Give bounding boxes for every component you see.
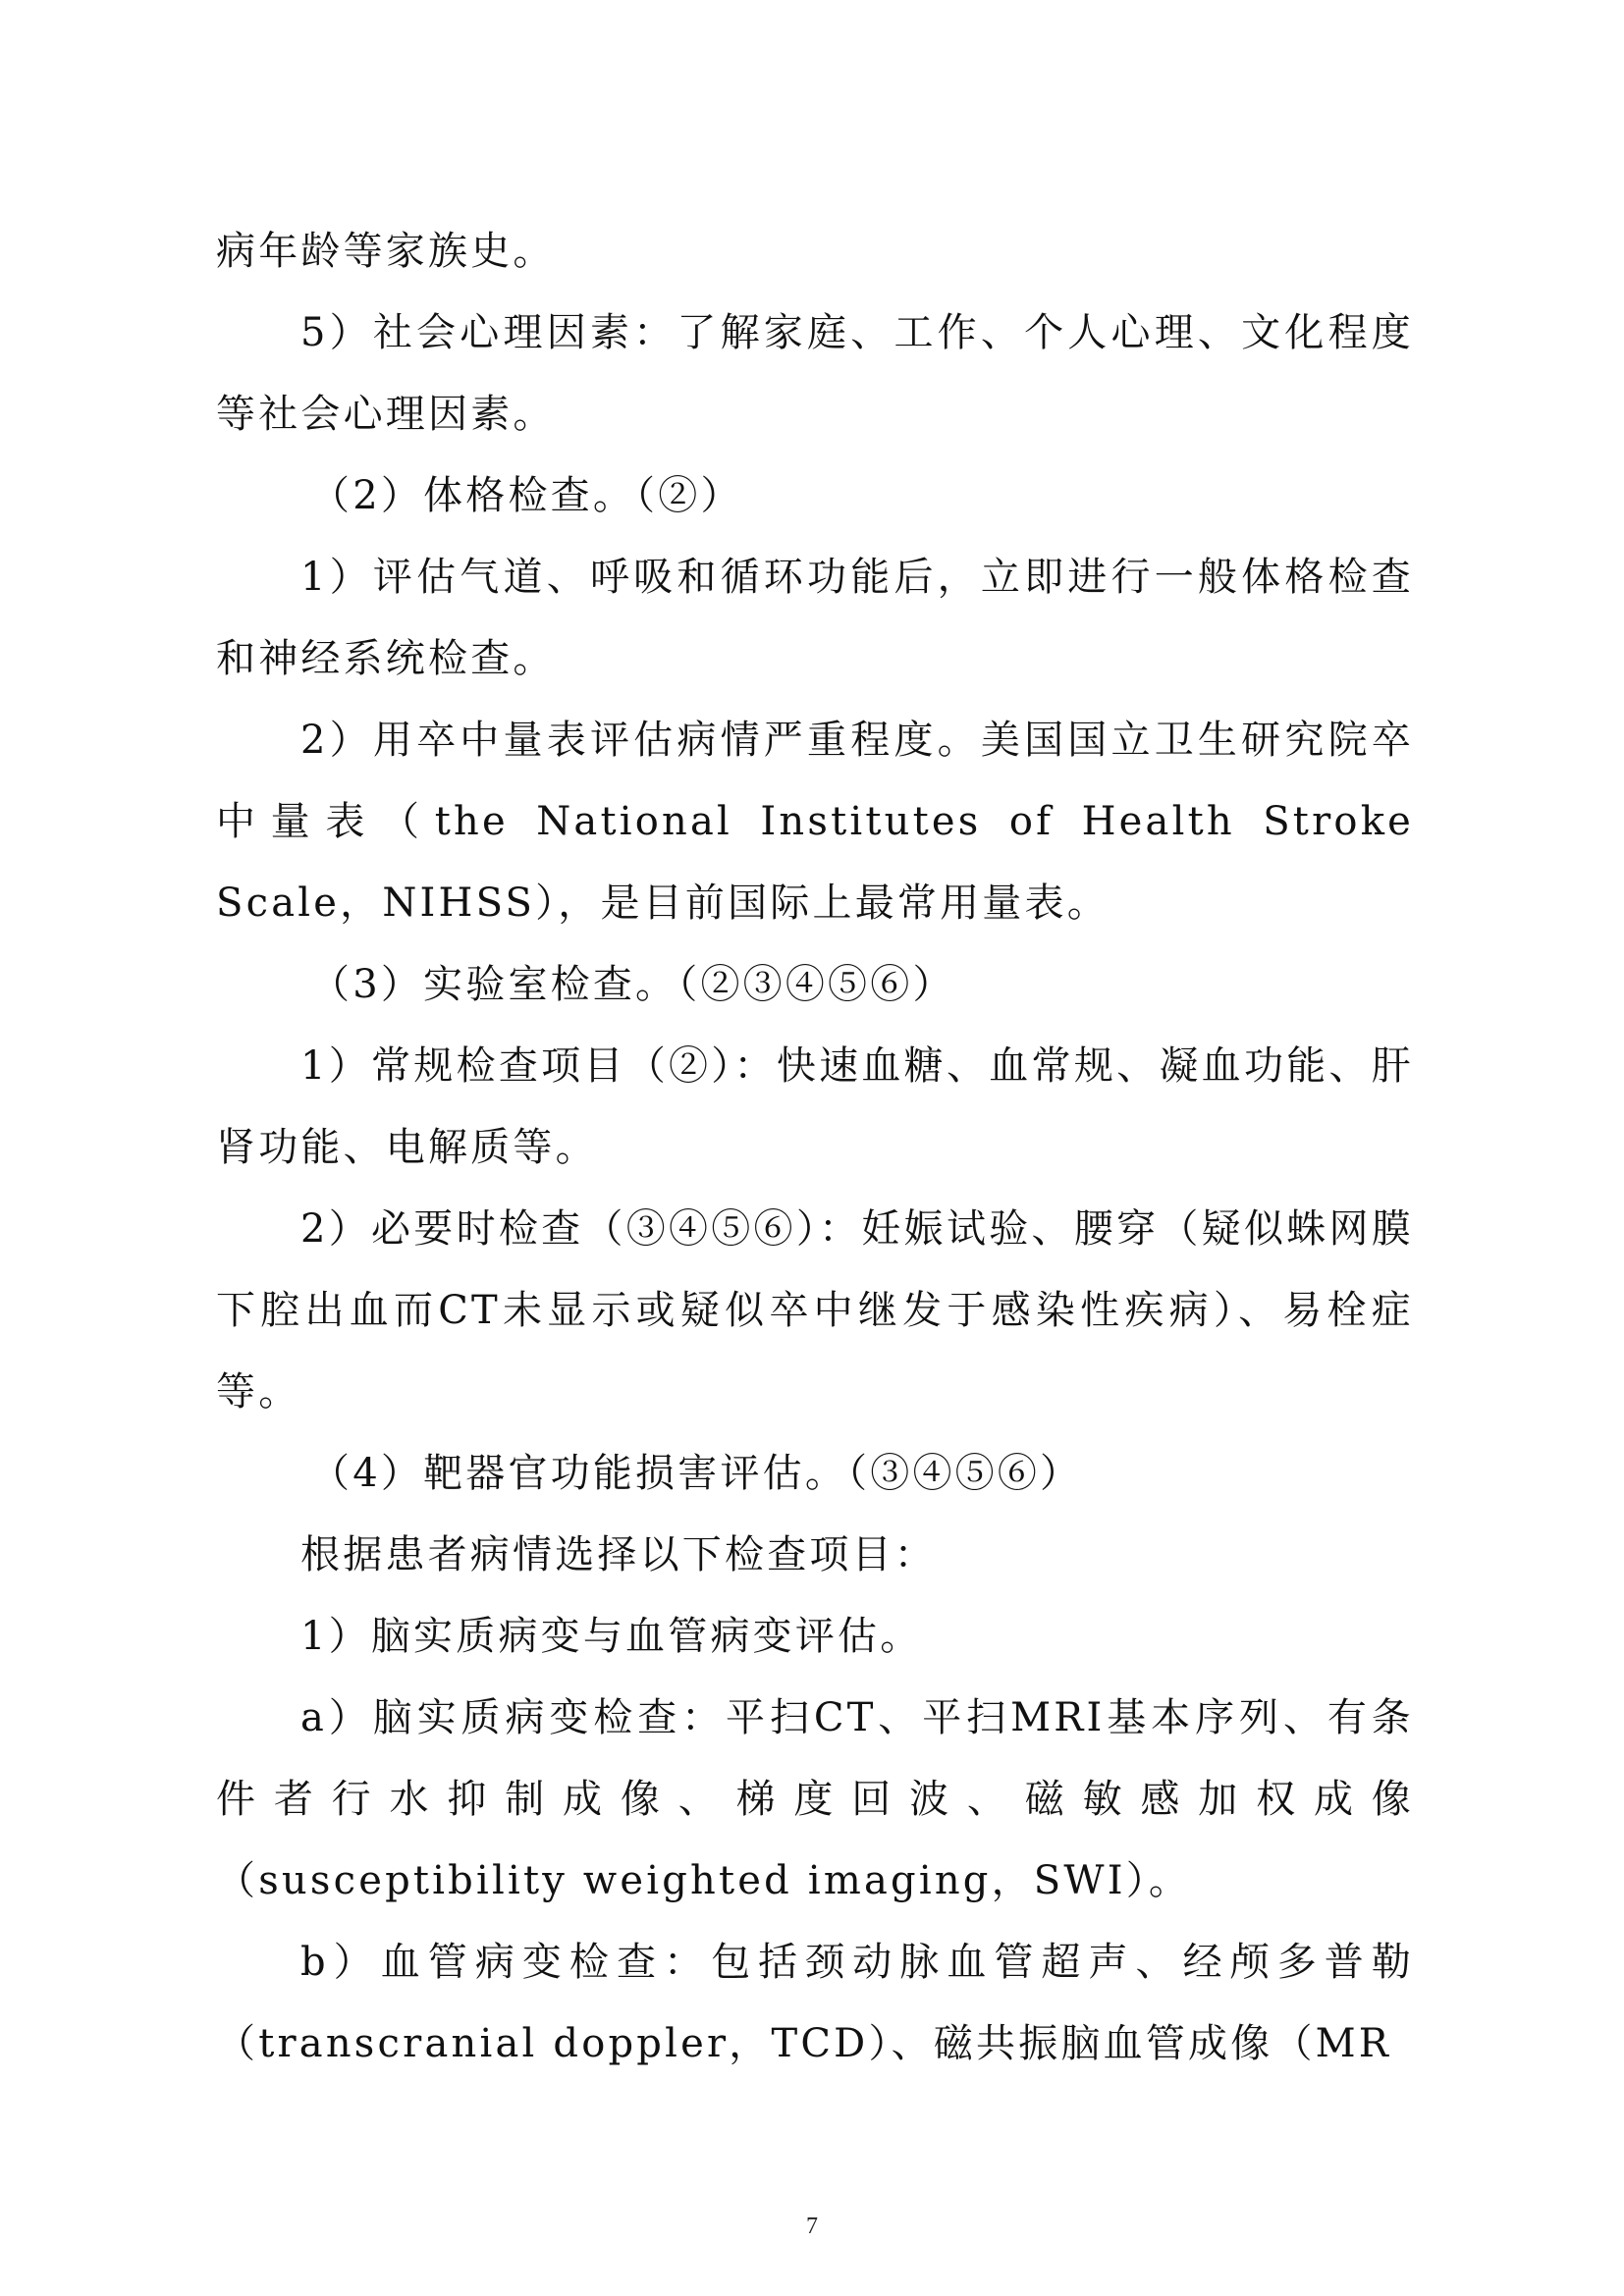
section-heading-organ-assessment: （4）靶器官功能损害评估。（③④⑤⑥） xyxy=(310,1451,1083,1496)
section-heading-lab-tests: （3）实验室检查。（②③④⑤⑥） xyxy=(310,962,955,1007)
paragraph-brain-vessel-assessment: 1）脑实质病变与血管病变评估。 xyxy=(300,1614,923,1659)
paragraph-family-history-end: 病年龄等家族史。 xyxy=(216,229,556,274)
section-heading-physical-exam: （2）体格检查。（②） xyxy=(310,473,743,518)
paragraph-social-psych: 5）社会心理因素：了解家庭、工作、个人心理、文化程度等社会心理因素。 xyxy=(216,310,1414,437)
paragraph-general-exam: 1）评估气道、呼吸和循环功能后，立即进行一般体格检查和神经系统检查。 xyxy=(216,555,1414,681)
paragraph-optional-tests: 2）必要时检查（③④⑤⑥）：妊娠试验、腰穿（疑似蛛网膜下腔出血而CT未显示或疑似卒中继发于感染性疾病）、易栓症等。 xyxy=(216,1206,1414,1415)
page-number: 7 xyxy=(806,2214,818,2239)
paragraph-parenchyma-exam: a）脑实质病变检查：平扫CT、平扫MRI基本序列、有条件者行水抑制成像、梯度回波、磁敏感加权成像（susceptibility weighted imaging，SWI）。 xyxy=(216,1695,1414,1903)
paragraph-routine-tests: 1）常规检查项目（②）：快速血糖、血常规、凝血功能、肝肾功能、电解质等。 xyxy=(216,1043,1414,1170)
paragraph-vascular-exam: b）血管病变检查：包括颈动脉血管超声、经颅多普勒（transcranial doppler，TCD）、磁共振脑血管成像（MR xyxy=(216,1940,1414,2066)
paragraph-stroke-scale: 2）用卒中量表评估病情严重程度。美国国立卫生研究院卒中量表（the National Institutes of Health Stroke Scale，NIHSS），是目前国际上最常用量表。 xyxy=(216,718,1414,926)
paragraph-select-items: 根据患者病情选择以下检查项目： xyxy=(300,1532,937,1577)
document-body xyxy=(216,211,1414,2085)
